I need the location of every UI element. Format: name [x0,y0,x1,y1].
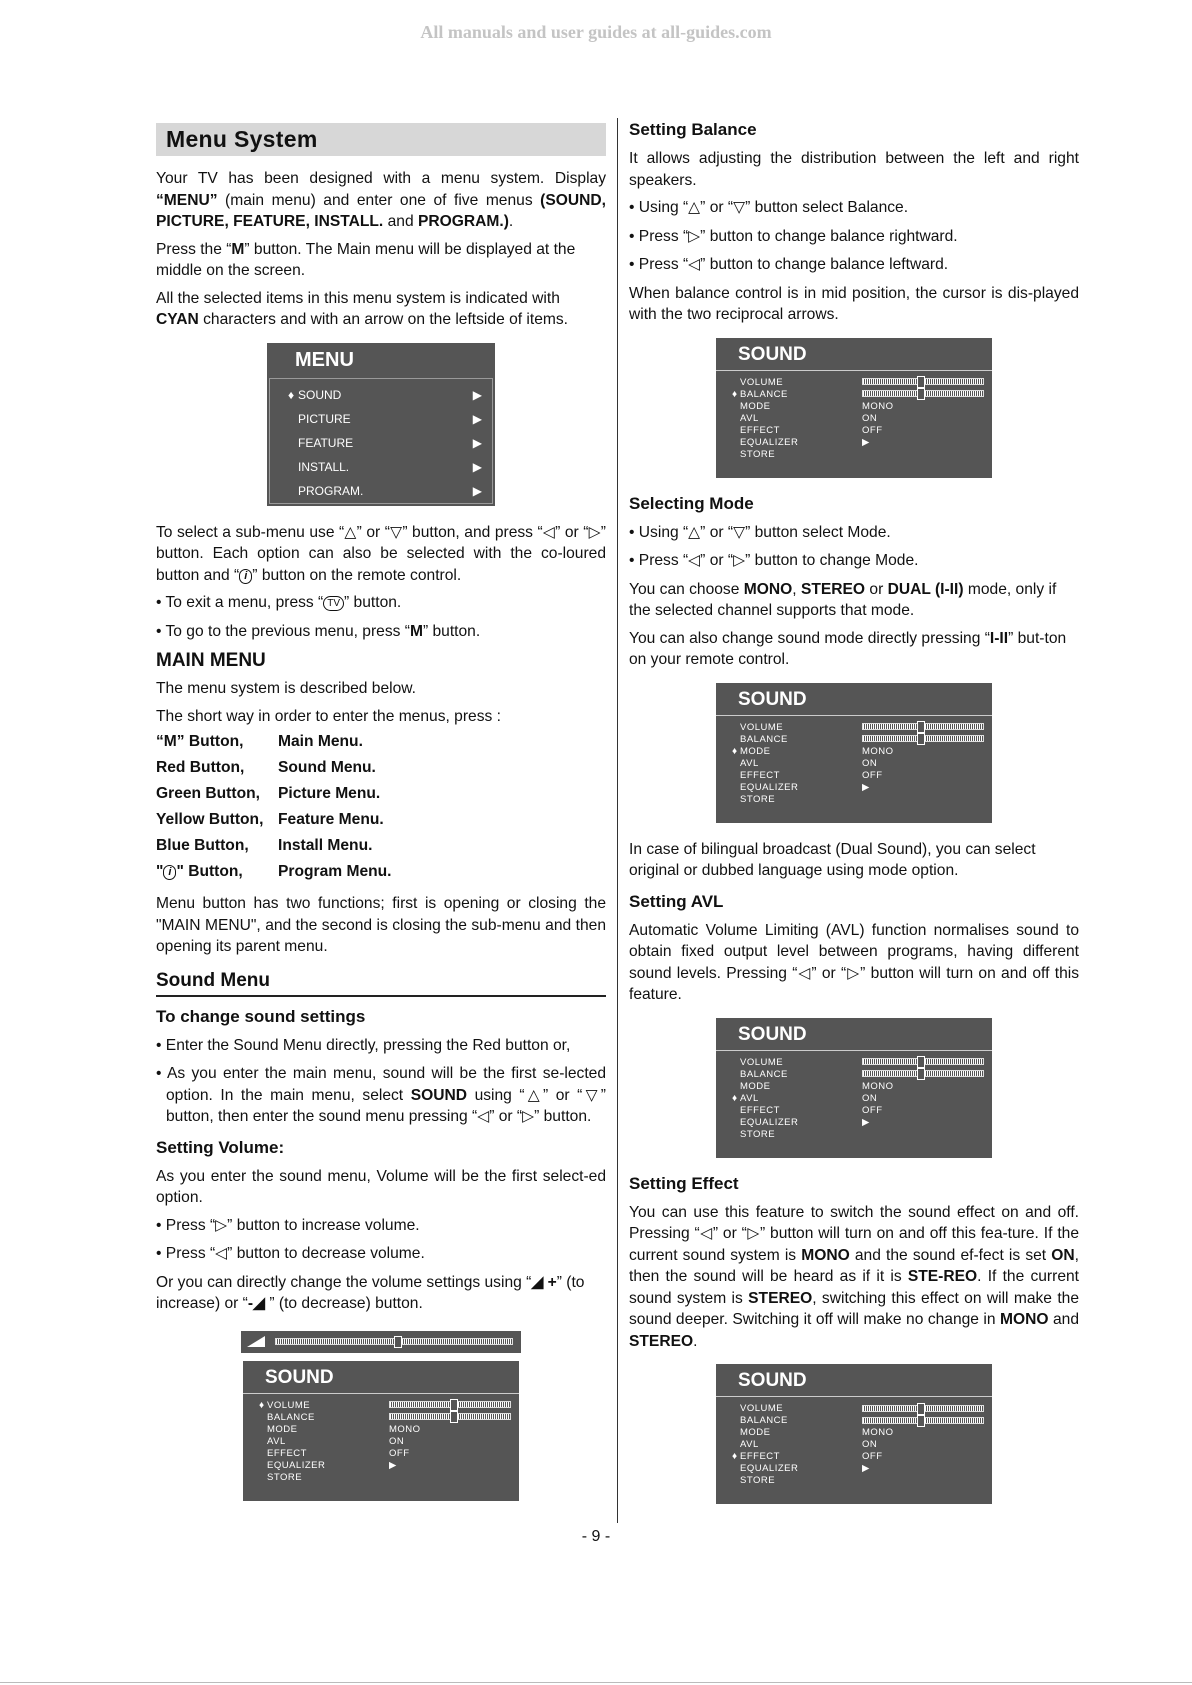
osd-row-equalizer: EQUALIZER ▶ [740,436,870,448]
table-row: Red Button, Sound Menu. [156,759,376,776]
bilingual-paragraph: In case of bilingual broadcast (Dual Sound), you can select original or dubbed language using mode option. [629,840,1036,879]
chevron-right-icon: ▶ [862,1116,870,1128]
osd-row-volume: VOLUME [740,1057,992,1069]
osd-title: SOUND [716,683,992,716]
sound-menu-heading: Sound Menu [156,970,606,997]
sound-osd-balance [716,338,992,478]
change-sound-bullet-2: • As you enter the main menu, sound will be the first se-lected option. In the main menu, select SOUND using “△” or “▽” button, then enter the sound menu pressing “◁” or “▷” button. [156,1065,606,1125]
osd-row-equalizer: EQUALIZER ▶ [740,1463,870,1474]
balance-level-bar [862,1070,984,1077]
osd-row-balance: BALANCE [740,1415,992,1427]
mode-heading: Selecting Mode [629,493,754,513]
osd-row-balance: BALANCE [267,1412,519,1424]
mode-bullet-2: • Press “◁” or “▷” button to change Mode. [629,552,919,569]
osd-row-effect: EFFECT OFF [740,769,883,781]
selection-arrow-icon: ♦ [732,388,738,400]
selection-arrow-icon: ♦ [288,387,295,402]
osd-menu-list [269,378,493,504]
menu-button-paragraph: Menu button has two functions; first is opening or closing the "MAIN MENU", and the second is closing the sub-menu and then opening its parent menu. [156,895,606,955]
osd-title: MENU [295,348,354,371]
balance-bullet-2: • Press “▷” button to change balance rightward. [629,227,958,245]
shortcut-key-table [156,733,392,889]
balance-level-bar [389,1413,511,1420]
osd-row-avl: AVL ON [740,1439,878,1450]
sound-osd-volume [243,1361,519,1501]
sound-osd-avl [716,1018,992,1158]
osd-title: SOUND [243,1361,519,1394]
osd-row-volume: VOLUME [740,1403,992,1415]
chevron-right-icon: ▶ [389,1459,397,1471]
sound-osd-effect [716,1364,992,1504]
chevron-right-icon: ▶ [862,1463,870,1474]
selection-arrow-icon: ♦ [732,1092,738,1104]
watermark: All manuals and user guides at all-guides.com [420,22,772,42]
page-number: - 9 - [581,1528,611,1545]
chevron-right-icon: ▶ [472,459,482,474]
avl-paragraph: Automatic Volume Limiting (AVL) function normalises sound to obtain fixed output level between programs, having different sound levels. Pressing “◁” or “▷” button will turn on and off this feature. [629,921,1079,1003]
osd-row-effect: EFFECT OFF [267,1447,410,1459]
balance-paragraph: It allows adjusting the distribution between the left and right speakers. [629,150,1079,189]
osd-row-mode: MODE MONO [740,1080,894,1092]
balance-heading: Setting Balance [629,120,757,139]
osd-menu-item: PICTURE ▶ [270,407,492,431]
balance-mid-paragraph: When balance control is in mid position, the cursor is dis-played with the two reciprocal arrows. [629,284,1079,323]
osd-row-store: STORE [740,1475,776,1486]
volume-direct-paragraph: Or you can directly change the volume settings using “◢ +” (to increase) or “-◢ ” (to decrease) button. [156,1273,585,1312]
volume-bullet-1: • Press “▷” button to increase volume. [156,1216,420,1234]
change-sound-bullet-1: • Enter the Sound Menu directly, pressing the Red button or, [156,1036,571,1054]
volume-level-bar [389,1401,511,1408]
submenu-paragraph: To select a sub-menu use “△” or “▽” button, and press “◁” or “▷” button. Each option can also be selected with the co-loured button and “ i ” button on the remote control. [156,523,606,584]
osd-row-avl: AVL ON [740,757,878,769]
intro-paragraph-2: Press the “M” button. The Main menu will be displayed at the middle on the screen. [156,240,576,279]
osd-row-volume: ♦ VOLUME [267,1400,519,1412]
osd-menu-item: INSTALL. ▶ [270,455,492,479]
osd-row-store: STORE [740,448,776,460]
osd-row-equalizer: EQUALIZER ▶ [740,781,870,793]
mode-paragraph-2: You can also change sound mode directly pressing “I-II” but-ton on your remote control. [629,629,1067,668]
exit-bullet: • To exit a menu, press “ TV ” button. [156,594,402,611]
osd-row-effect: EFFECT OFF [740,424,883,436]
osd-row-volume: VOLUME [740,722,992,734]
left-column [156,118,606,1517]
osd-row-balance: ♦ BALANCE [740,389,992,401]
osd-row-mode: ♦ MODE MONO [732,745,894,757]
page-title: Menu System [156,123,606,156]
table-row: " i " Button, Program Menu. [156,863,392,880]
chevron-right-icon: ▶ [472,435,482,450]
osd-menu-item: ♦ SOUND ▶ [270,383,492,407]
volume-level-bar [862,723,984,730]
table-row: “M” Button, Main Menu. [156,733,363,750]
info-key-icon: i [163,865,176,880]
volume-paragraph: As you enter the sound menu, Volume will be the first select-ed option. [156,1167,606,1206]
column-divider [617,118,618,1523]
table-row: Yellow Button, Feature Menu. [156,811,384,828]
main-menu-description: The menu system is described below. [156,680,417,697]
right-column [629,118,1079,1520]
balance-level-bar [862,390,984,397]
osd-row-equalizer: EQUALIZER ▶ [267,1459,397,1471]
osd-row-effect: ♦ EFFECT OFF [732,1451,883,1462]
chevron-right-icon: ▶ [472,483,482,498]
volume-bar-osd [241,1331,521,1353]
balance-level-bar [862,1417,984,1424]
osd-row-balance: BALANCE [740,1069,992,1081]
table-row: Green Button, Picture Menu. [156,785,381,802]
volume-bullet-2: • Press “◁” button to decrease volume. [156,1245,425,1262]
volume-level-bar [862,1058,984,1065]
balance-bullet-1: • Using “△” or “▽” button select Balance. [629,199,909,216]
effect-heading: Setting Effect [629,1173,739,1193]
osd-row-equalizer: EQUALIZER ▶ [740,1116,870,1128]
bottom-rule [0,1682,1192,1683]
osd-row-store: STORE [740,1128,776,1140]
osd-title: SOUND [716,338,992,371]
mode-bullet-1: • Using “△” or “▽” button select Mode. [629,523,891,541]
balance-bullet-3: • Press “◁” button to change balance leftward. [629,256,949,273]
chevron-right-icon: ▶ [862,781,870,793]
osd-row-mode: MODE MONO [740,400,894,412]
intro-paragraph-3: All the selected items in this menu system is indicated with CYAN characters and with an arrow on the leftside of items. [156,289,568,328]
selection-arrow-icon: ♦ [732,1451,738,1462]
osd-row-mode: MODE MONO [267,1423,421,1435]
volume-heading: Setting Volume: [156,1137,285,1157]
volume-icon [247,1336,265,1347]
mode-paragraph-1: You can choose MONO, STEREO or DUAL (I-II) mode, only if the selected channel supports that mode. [629,580,1057,619]
osd-row-effect: EFFECT OFF [740,1104,883,1116]
osd-row-store: STORE [267,1471,303,1483]
table-row: Blue Button, Install Menu. [156,837,373,854]
osd-row-balance: BALANCE [740,734,992,746]
change-sound-heading: To change sound settings [156,1006,366,1026]
osd-title: SOUND [716,1018,992,1051]
info-key-icon: i [239,569,252,584]
previous-menu-bullet: • To go to the previous menu, press “M” button. [156,622,481,640]
main-menu-shortcut-intro: The short way in order to enter the menus, press : [156,707,501,725]
selection-arrow-icon: ♦ [259,1399,265,1411]
osd-row-avl: ♦ AVL ON [732,1092,878,1104]
volume-level-bar [862,378,984,385]
slider-knob [394,1336,402,1348]
osd-row-volume: VOLUME [740,377,992,389]
selection-arrow-icon: ♦ [732,745,738,757]
chevron-right-icon: ▶ [472,411,482,426]
chevron-right-icon: ▶ [472,387,482,402]
volume-slider [275,1338,513,1345]
osd-menu-item: FEATURE ▶ [270,431,492,455]
osd-row-avl: AVL ON [267,1435,405,1447]
osd-row-mode: MODE MONO [740,1427,894,1438]
tv-key-icon: TV [323,596,344,611]
main-menu-osd [267,343,495,506]
volume-level-bar [862,1405,984,1412]
balance-level-bar [862,735,984,742]
osd-row-avl: AVL ON [740,412,878,424]
intro-paragraph-1: Your TV has been designed with a menu system. Display “MENU” (main menu) and enter one of five menus (SOUND, PICTURE, FEATURE, INSTALL. and PROGRAM.). [156,170,606,230]
osd-menu-item: PROGRAM. ▶ [270,479,492,503]
main-menu-heading: MAIN MENU [156,650,266,671]
chevron-right-icon: ▶ [862,436,870,448]
sound-osd-mode [716,683,992,823]
osd-title: SOUND [716,1364,992,1397]
avl-heading: Setting AVL [629,891,724,911]
osd-row-store: STORE [740,793,776,805]
effect-paragraph: You can use this feature to switch the sound effect on and off. Pressing “◁” or “▷” button will turn on and off this fea-ture. If the current sound system is MONO and the sound ef-fect is set ON, then the sound will be heard as if it is STE-REO. If the current sound system is STEREO, switching this effect on will make the sound deeper. Switching it off will make no change in MONO and STEREO. [629,1203,1080,1350]
